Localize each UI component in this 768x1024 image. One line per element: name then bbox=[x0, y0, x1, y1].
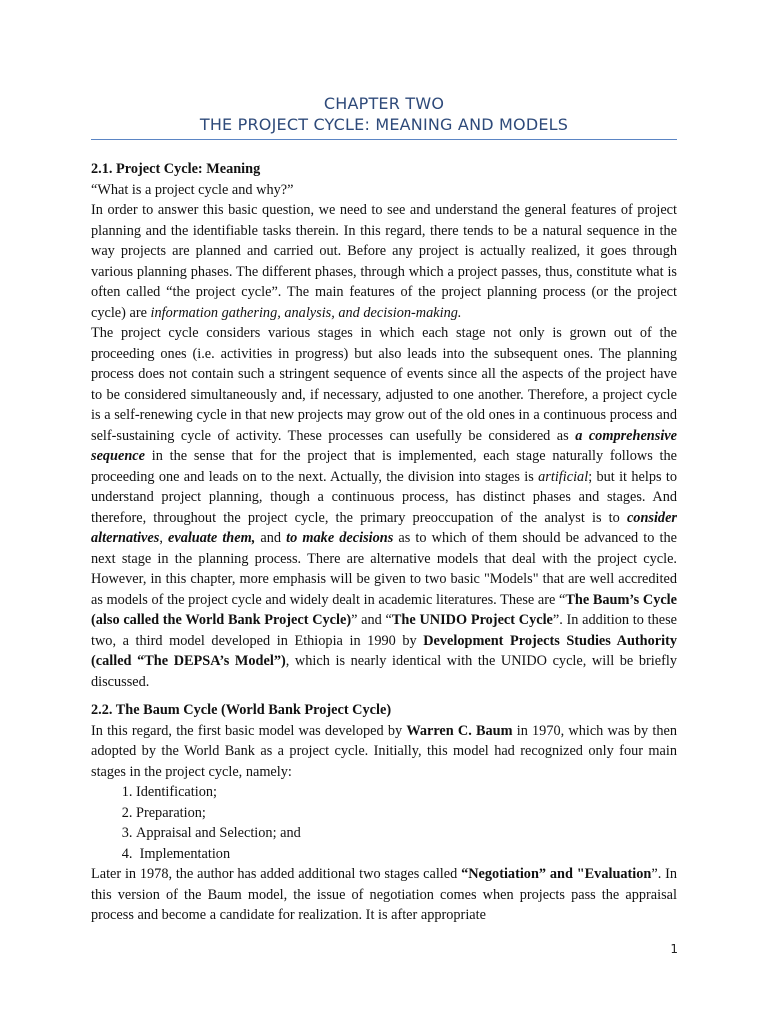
section-heading-2-2: 2.2. The Baum Cycle (World Bank Project Cycle) bbox=[91, 702, 392, 718]
stages-list bbox=[91, 782, 677, 864]
chapter-heading bbox=[91, 93, 677, 135]
list-item: 4. Implementation bbox=[136, 844, 677, 865]
list-item: 1. Identification; bbox=[136, 782, 677, 803]
paragraph-intro: In order to answer this basic question, we need to see and understand the general features of project planning and the identifiable tasks therein. In this regard, there tends to be a natural sequence in the way projects are planned and carried out. Before any project is actually realized, it goes through various planning phases. The different phases, through which a project passes, thus, constitute what is often called “the project cycle”. The main features of the project planning process (or the project cycle) are information gathering, analysis, and decision-making. bbox=[91, 202, 677, 321]
heading-divider bbox=[91, 139, 677, 140]
paragraph-later: Later in 1978, the author has added additional two stages called “Negotiation” and "Evaluation”. In this version of the Baum model, the issue of negotiation comes when projects pass the appraisal process and become a candidate for realization. It is after appropriate bbox=[91, 866, 677, 923]
paragraph-project-cycle: The project cycle considers various stages in which each stage not only is grown out of the proceeding ones (i.e. activities in progress) but also leads into the subsequent ones. The planning process does not contain such a stringent sequence of events since all the aspects of the project have to be considered simultaneously and, if necessary, adjusted to one another. Therefore, a project cycle is a self-renewing cycle in that new projects may grow out of the old ones in a continuous process and self-sustaining cycle of activity. These processes can usefully be considered as a comprehensive sequence in the sense that for the project that is implemented, each stage naturally follows the proceeding one and leads on to the next. Actually, the division into stages is artificial; but it helps to understand project planning, though a continuous process, has distinct phases and stages. And therefore, throughout the project cycle, the primary preoccupation of the analyst is to consider alternatives, evaluate them, and to make decisions as to which of them should be advanced to the next stage in the planning process. There are alternative models that deal with the project cycle. However, in this chapter, more emphasis will be given to two basic "Models" that are well accredited as models of the project cycle and widely dealt in academic literatures. These are “The Baum’s Cycle (also called the World Bank Project Cycle)” and “The UNIDO Project Cycle”. In addition to these two, a third model developed in Ethiopia in 1990 by Development Projects Studies Authority (called “The DEPSA’s Model”), which is nearly identical with the UNIDO cycle, will be briefly discussed. bbox=[91, 325, 677, 690]
chapter-title: THE PROJECT CYCLE: MEANING AND MODELS bbox=[199, 115, 569, 134]
list-item: 2. Preparation; bbox=[136, 803, 677, 824]
question-line: “What is a project cycle and why?” bbox=[91, 181, 294, 198]
section-heading-2-1: 2.1. Project Cycle: Meaning bbox=[91, 161, 261, 177]
paragraph-baum: In this regard, the first basic model was developed by Warren C. Baum in 1970, which was by then adopted by the World Bank as a project cycle. Initially, this model had recognized only four main stages in the project cycle, namely: bbox=[91, 722, 677, 780]
chapter-label: CHAPTER TWO bbox=[323, 94, 445, 113]
page-number: 1 bbox=[670, 942, 678, 956]
list-item: 3. Appraisal and Selection; and bbox=[136, 823, 677, 844]
document-page bbox=[91, 0, 677, 926]
